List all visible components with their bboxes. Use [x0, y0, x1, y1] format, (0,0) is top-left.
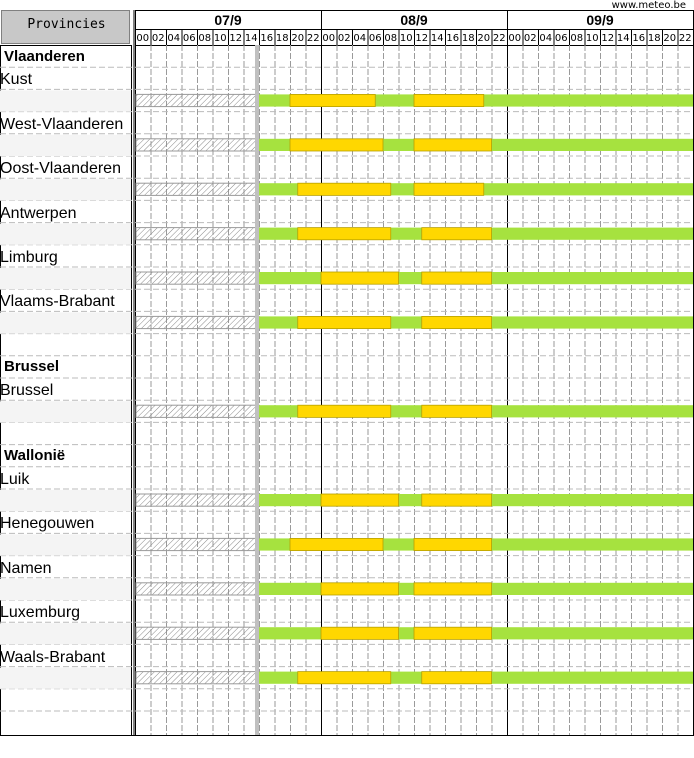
param-row-shade: [0, 179, 131, 200]
param-row-shade: [0, 668, 131, 689]
yellow-bar: [298, 183, 391, 195]
past-hatch-bar: [136, 494, 259, 506]
hour-label: 20: [477, 33, 491, 44]
day-label: 09/9: [586, 12, 614, 28]
param-row-shade: [0, 579, 131, 600]
past-hatch-bar: [136, 94, 259, 106]
past-hatch-bar: [136, 183, 259, 195]
yellow-bar: [321, 583, 399, 595]
param-row-shade: [0, 224, 131, 245]
param-row-shade: [0, 490, 131, 511]
hour-label: 08: [384, 33, 398, 44]
provinces-header-label: Provincies: [27, 17, 106, 32]
param-row-shade: [0, 623, 131, 644]
past-hatch-bar: [136, 139, 259, 151]
hour-label: 16: [446, 33, 460, 44]
yellow-bar: [422, 316, 492, 328]
hour-label: 08: [198, 33, 212, 44]
hour-label: 06: [554, 33, 568, 44]
hour-label: 10: [213, 33, 227, 44]
hour-label: 12: [229, 33, 243, 44]
yellow-bar: [414, 94, 484, 106]
param-row-shade: [0, 534, 131, 555]
yellow-bar: [290, 139, 383, 151]
param-row-shade: [0, 90, 131, 111]
hour-label: 14: [616, 33, 630, 44]
province-label: Luik: [0, 470, 30, 488]
hour-label: 14: [430, 33, 444, 44]
hour-label: 04: [353, 33, 367, 44]
hour-label: 00: [508, 33, 522, 44]
past-hatch-bar: [136, 627, 259, 639]
yellow-bar: [298, 405, 391, 417]
hour-label: 02: [151, 33, 165, 44]
hour-label: 18: [461, 33, 475, 44]
province-label: Waals-Brabant: [0, 648, 106, 666]
hour-label: 10: [399, 33, 413, 44]
hour-label: 04: [539, 33, 553, 44]
hour-label: 22: [306, 33, 320, 44]
yellow-bar: [290, 94, 375, 106]
province-label: Kust: [0, 71, 33, 89]
province-label: Henegouwen: [0, 515, 95, 533]
province-label: Oost-Vlaanderen: [0, 160, 121, 178]
hour-label: 06: [368, 33, 382, 44]
hour-label: 02: [523, 33, 537, 44]
province-label: West-Vlaanderen: [0, 115, 124, 133]
province-label: Antwerpen: [0, 204, 77, 222]
yellow-bar: [422, 228, 492, 240]
yellow-bar: [298, 316, 391, 328]
param-row-shade: [0, 268, 131, 289]
hour-label: 14: [244, 33, 258, 44]
hour-label: 12: [601, 33, 615, 44]
past-hatch-bar: [136, 316, 259, 328]
yellow-bar: [298, 228, 391, 240]
province-label: Limburg: [0, 248, 58, 266]
yellow-bar: [298, 672, 391, 684]
province-label: Namen: [0, 559, 52, 577]
past-hatch-bar: [136, 538, 259, 550]
hour-label: 16: [632, 33, 646, 44]
hour-label: 18: [275, 33, 289, 44]
hour-label: 00: [322, 33, 336, 44]
source-label[interactable]: www.meteo.be: [611, 0, 686, 11]
yellow-bar: [414, 139, 492, 151]
yellow-bar: [414, 538, 492, 550]
hour-label: 22: [492, 33, 506, 44]
yellow-bar: [422, 405, 492, 417]
yellow-bar: [321, 272, 399, 284]
hour-label: 16: [260, 33, 274, 44]
province-label: Luxemburg: [0, 604, 81, 622]
hour-label: 20: [663, 33, 677, 44]
yellow-bar: [290, 538, 383, 550]
past-hatch-bar: [136, 672, 259, 684]
region-label: Vlaanderen: [4, 47, 85, 65]
yellow-bar: [422, 272, 492, 284]
hour-label: 20: [291, 33, 305, 44]
province-label: Brussel: [0, 382, 54, 400]
yellow-bar: [422, 494, 492, 506]
hour-label: 08: [570, 33, 584, 44]
yellow-bar: [321, 627, 399, 639]
past-hatch-bar: [136, 405, 259, 417]
yellow-bar: [414, 583, 492, 595]
past-hatch-bar: [136, 228, 259, 240]
hour-label: 00: [136, 33, 150, 44]
hour-label: 02: [337, 33, 351, 44]
param-row-shade: [0, 135, 131, 156]
hour-label: 04: [167, 33, 181, 44]
param-row-shade: [0, 401, 131, 422]
hour-label: 12: [415, 33, 429, 44]
hour-label: 22: [678, 33, 692, 44]
now-marker: [255, 45, 259, 735]
param-row-shade: [0, 312, 131, 333]
past-hatch-bar: [136, 583, 259, 595]
past-hatch-bar: [136, 272, 259, 284]
yellow-bar: [414, 183, 484, 195]
hour-label: 06: [182, 33, 196, 44]
hour-label: 10: [585, 33, 599, 44]
day-label: 07/9: [214, 12, 242, 28]
yellow-bar: [321, 494, 399, 506]
province-label: Vlaams-Brabant: [0, 293, 115, 311]
hour-label: 18: [647, 33, 661, 44]
yellow-bar: [422, 672, 492, 684]
region-label: Brussel: [4, 358, 60, 376]
day-label: 08/9: [400, 12, 428, 28]
region-label: Wallonië: [4, 447, 66, 465]
yellow-bar: [414, 627, 492, 639]
